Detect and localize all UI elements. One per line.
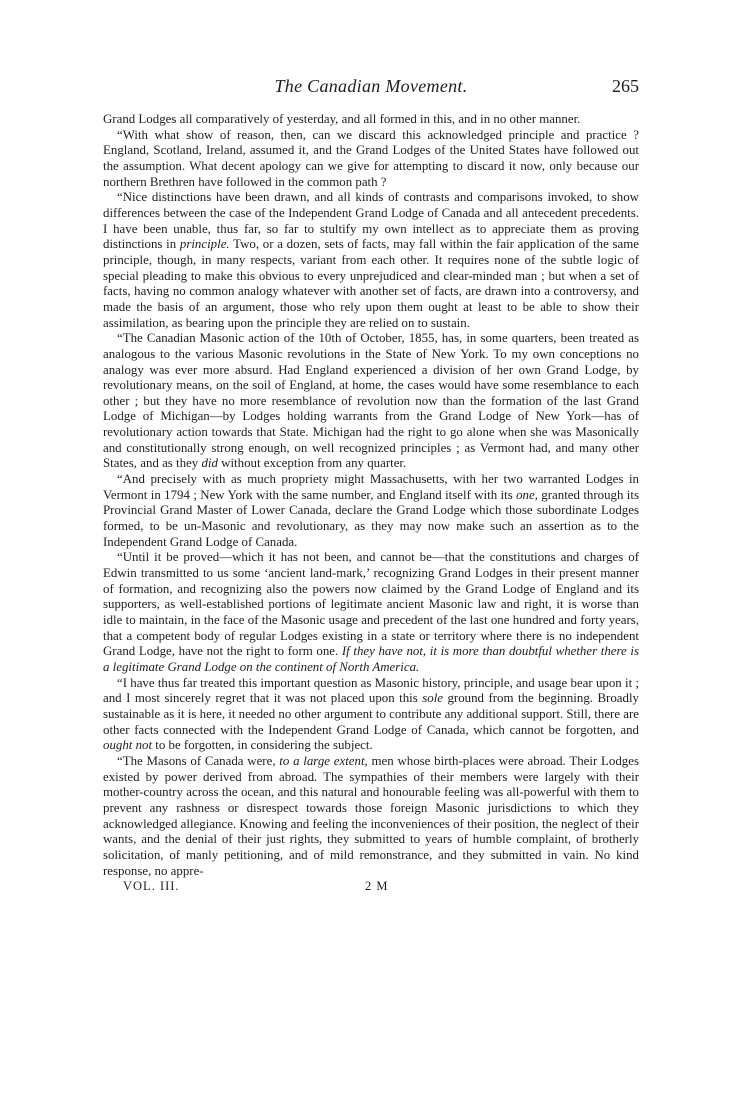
paragraph-7 xyxy=(103,676,639,754)
paragraph-3 xyxy=(103,190,639,331)
paragraph-7-emphasis: sole xyxy=(422,691,444,706)
paragraph-8 xyxy=(103,754,639,879)
paragraph-5-emphasis: one, xyxy=(516,487,538,502)
paragraph-4-text-after: without exception from any quarter. xyxy=(217,456,407,471)
paragraph-8-text-after: men whose birth-places were abroad. Their Lodges existed by power derived from abroad. The sympathies of their members were largely with their mother-country across the ocean, and this natural and honourable feeling was all-powerful with them to prevent any rashness or disrespect towards those foreign Masonic jurisdictions to which they acknowledged allegiance. Knowing and feeling the inconveniences of their position, the neglect of their wants, and the denial of their just rights, they submitted to years of humble complaint, of brotherly solicitation, of manly petitioning, and of mild remonstrance, and they submitted in vain. No kind response, no appre- xyxy=(103,753,639,878)
page-footer xyxy=(103,879,639,899)
paragraph-7-text-before: “I have thus far treated this important question as Masonic history, principle, and usage bear upon it ; and I most sincerely regret that it was not placed upon this xyxy=(103,675,639,706)
paragraph-7-emphasis-2: ought not xyxy=(103,738,153,753)
paragraph-1-text: Grand Lodges all comparatively of yesterday, and all formed in this, and in no other manner. xyxy=(103,112,581,126)
paragraph-3-text-before: “Nice distinctions have been drawn, and all kinds of contrasts and comparisons invoked, to show differences between the case of the Independent Grand Lodge of Canada and all antecedent precedents. I have been unable, thus far, so far to stultify my own intellect as to appreciate them as proving distinctions in xyxy=(103,190,639,252)
paragraph-7-text-middle: ground from the beginning. Broadly sustainable as it is here, it needed no other argument to contribute any additional support. Still, there are other facts connected with the Independent Grand Lodge of Canada, which cannot be forgotten, and xyxy=(103,691,640,737)
paragraph-8-text-before: “The Masons of Canada were, xyxy=(117,753,280,768)
signature-mark: 2 M xyxy=(365,879,389,894)
paragraph-2-text: “With what show of reason, then, can we discard this acknowledged principle and practice ? England, Scotland, Ireland, assumed it, and the Grand Lodges of the United States have followed out the assumption. What decent apology can we give for attempting to discard it now, only because our northern Brethren have followed in the common path ? xyxy=(103,127,639,189)
volume-marker: VOL. III. xyxy=(123,879,180,894)
paragraph-5-text-before: “And precisely with as much propriety might Massachusetts, with her two warranted Lodges in Vermont in 1794 ; New York with the same number, and England itself with its xyxy=(103,472,639,502)
paragraph-4 xyxy=(103,331,639,472)
paragraph-4-text-before: “The Canadian Masonic action of the 10th of October, 1855, has, in some quarters, been treated as analogous to the various Masonic revolutions in the State of New York. To my own conceptions no analogy was ever more absurd. Had England experienced a division of her own Grand Lodge, by revolutionary means, on the soil of England, at home, the cases would have some resemblance to each other ; but they have no more resemblance of revolution now than the formation of the last Grand Lodge of Michigan—by Lodges holding warrants from the Grand Lodge of New York—has of revolutionary action towards that State. Michigan had the right to go alone when she was Masonically and constitutionally strong enough, on well recognized principles ; as Vermont had, and many other States, and as they xyxy=(103,331,639,471)
paragraph-6-text-before: “Until it be proved—which it has not been, and cannot be—that the constitutions and charges of Edwin transmitted to us some ‘ancient land-mark,’ recognizing Grand Lodges in their present manner of formation, and recognizing also the powers now claimed by the Grand Lodge of England and its supporters, as well-established portions of legitimate ancient Masonic law and right, it is worse than idle to maintain, in the face of the Masonic usage and precedent of the last one hundred and forty years, that a competent body of regular Lodges existing in a state or territory where there is no independent Grand Lodge, have not the right to form one. xyxy=(103,550,639,659)
paragraph-2 xyxy=(103,128,639,191)
paragraph-6-emphasis: If they have not, it is more than doubtful whether there is a legitimate Grand Lodge on the continent of North America. xyxy=(103,644,639,674)
paragraph-7-text-after: to be forgotten, in considering the subject. xyxy=(152,738,373,753)
paragraph-8-emphasis: to a large extent, xyxy=(279,753,368,768)
paragraph-5 xyxy=(103,472,639,550)
paragraph-5-text-after: granted through its Provincial Grand Master of Lower Canada, declare the Grand Lodge which those subordinate Lodges formed, to be un-Masonic and revolutionary, as they may now make such an assertion as to the Independent Grand Lodge of Canada. xyxy=(103,487,639,549)
page-number: 265 xyxy=(612,76,639,96)
paragraph-3-text-after: Two, or a dozen, sets of facts, may fall within the fair application of the same principle, though, in many respects, variant from each other. It requires none of the subtle logic of special pleading to make this obvious to every unprejudiced and clear-minded man ; but when a set of facts, having no common analogy whatever with another set of facts, are drawn into a controversy, and made the basis of an argument, those who rely upon them ought at least to be able to show their assimilation, as bearing upon the principle they are relied on to sustain. xyxy=(103,237,639,330)
paragraph-3-emphasis: principle. xyxy=(179,237,230,252)
paragraph-1 xyxy=(103,112,639,128)
page-header xyxy=(103,76,639,106)
paragraph-6 xyxy=(103,550,639,675)
running-head: The Canadian Movement. xyxy=(274,76,468,96)
paragraph-4-emphasis: did xyxy=(201,456,218,471)
body-text xyxy=(103,112,639,879)
book-page xyxy=(103,76,639,899)
